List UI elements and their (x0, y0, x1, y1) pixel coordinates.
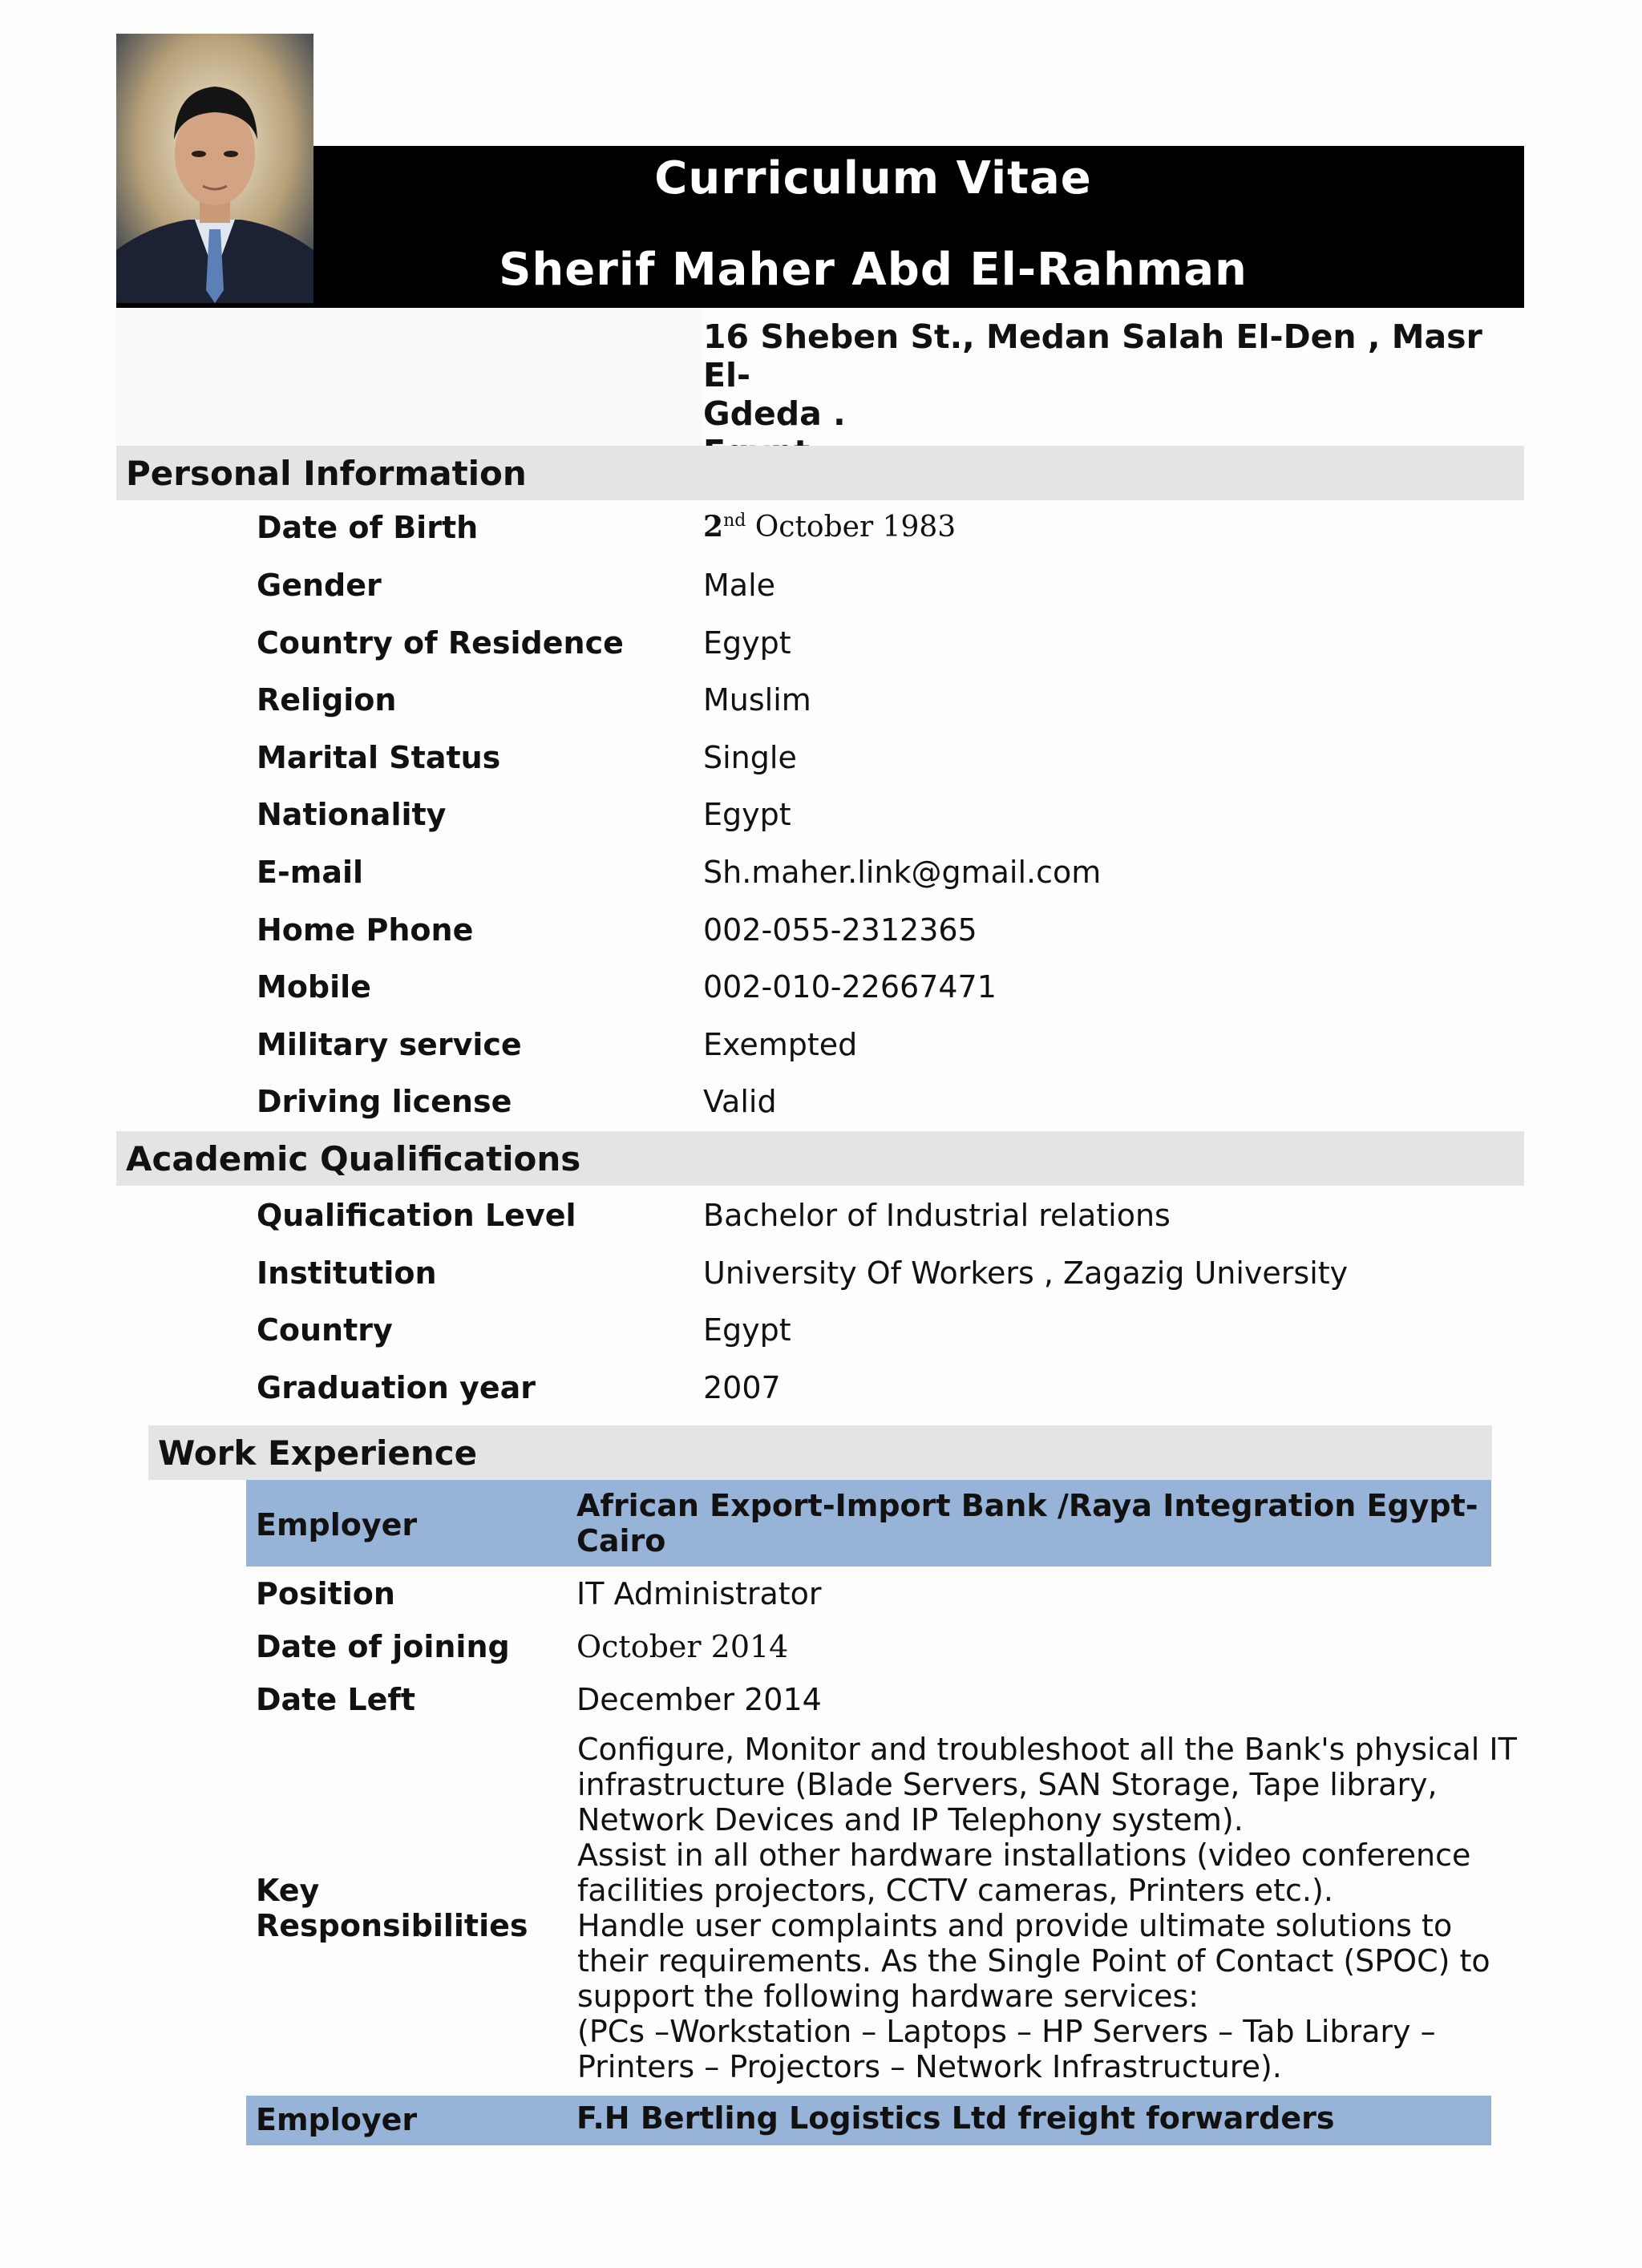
info-row (257, 797, 1507, 845)
row-value: December 2014 (576, 1682, 822, 1717)
row-label: Marital Status (257, 739, 501, 775)
responsibility-line: their requirements. As the Single Point of Contact (SPOC) to (577, 1943, 1490, 1979)
personal-row-dob (257, 510, 1507, 558)
row-value: Egypt (703, 1312, 791, 1348)
row-value: Egypt (703, 625, 791, 661)
row-label: E-mail (257, 855, 364, 890)
info-row (257, 682, 1507, 730)
row-value: Single (703, 739, 797, 775)
info-row (257, 969, 1507, 1017)
profile-photo (116, 34, 313, 303)
row-value: Bachelor of Industrial relations (703, 1198, 1171, 1233)
responsibility-line: Handle user complaints and provide ultimate solutions to (577, 1908, 1453, 1943)
employer-name: F.H Bertling Logistics Ltd freight forwarders (576, 2100, 1335, 2136)
responsibility-line: facilities projectors, CCTV cameras, Printers etc.). (577, 1873, 1333, 1908)
info-row (257, 625, 1507, 673)
employer-name: African Export-Import Bank /Raya Integration Egypt- Cairo (576, 1488, 1478, 1558)
employer-label: Employer (256, 1507, 418, 1542)
employer-row-2 (246, 2096, 1491, 2145)
row-label: Driving license (257, 1084, 512, 1120)
row-label: Date of Birth (257, 510, 479, 545)
section-heading: Academic Qualifications (126, 1139, 581, 1178)
row-value: 002-055-2312365 (703, 912, 977, 948)
row-value: Exempted (703, 1026, 858, 1062)
row-value: IT Administrator (576, 1576, 822, 1611)
info-row (257, 912, 1507, 960)
responsibility-line: Network Devices and IP Telephony system). (577, 1802, 1244, 1837)
row-value: Sh.maher.link@gmail.com (703, 855, 1102, 890)
row-label: Position (256, 1576, 395, 1611)
row-label: Mobile (257, 969, 371, 1005)
section-heading: Work Experience (158, 1433, 478, 1473)
responsibility-line: infrastructure (Blade Servers, SAN Storage, Tape library, (577, 1767, 1438, 1802)
row-label: Gender (257, 568, 382, 603)
row-value: Valid (703, 1084, 777, 1120)
info-row (257, 855, 1507, 903)
row-label: Institution (257, 1255, 437, 1291)
row-label: Key Responsibilities (256, 1873, 528, 1943)
row-label: Country (257, 1312, 393, 1348)
info-row (257, 1370, 1507, 1418)
row-value: University Of Workers , Zagazig University (703, 1255, 1349, 1291)
address-line-2: Gdeda . (703, 394, 846, 433)
candidate-name: Sherif Maher Abd El-Rahman (499, 244, 1248, 296)
row-label: Country of Residence (257, 625, 624, 661)
info-row (257, 740, 1507, 788)
section-academic-qualifications (116, 1131, 1524, 1186)
header-banner (313, 146, 1524, 306)
info-row (257, 1198, 1507, 1246)
row-label: Date of joining (256, 1629, 510, 1664)
section-heading: Personal Information (126, 454, 527, 493)
row-value: October 2014 (576, 1629, 789, 1664)
info-row (257, 1255, 1507, 1304)
row-label: Home Phone (257, 912, 474, 948)
row-label: Military service (257, 1026, 522, 1062)
row-label: Nationality (257, 797, 447, 833)
row-label: Religion (257, 682, 397, 718)
responsibility-line: (PCs –Workstation – Laptops – HP Servers – Tab Library – (577, 2014, 1436, 2049)
row-value: Egypt (703, 797, 791, 833)
responsibility-line: support the following hardware services: (577, 1979, 1199, 2014)
row-value: 2nd October 1983 (703, 510, 956, 544)
responsibility-line: Printers – Projectors – Network Infrastructure). (577, 2049, 1282, 2084)
responsibility-line: Configure, Monitor and troubleshoot all the Bank's physical IT (577, 1732, 1517, 1767)
info-row (257, 1027, 1507, 1075)
document-title: Curriculum Vitae (654, 152, 1092, 204)
section-personal-information (116, 446, 1524, 500)
employer-row-1 (246, 1480, 1491, 1567)
responsibility-line: Assist in all other hardware installations (video conference (577, 1837, 1471, 1873)
address-line-1: 16 Sheben St., Medan Salah El-Den , Masr El- (703, 317, 1482, 394)
row-value: 2007 (703, 1369, 781, 1405)
row-value: Male (703, 568, 776, 603)
info-row (257, 1312, 1507, 1360)
employer-label: Employer (256, 2102, 418, 2137)
info-row (257, 568, 1507, 616)
row-label: Qualification Level (257, 1198, 576, 1233)
responsibilities-text (577, 1732, 1517, 2084)
row-value: Muslim (703, 682, 811, 718)
info-row (257, 1084, 1507, 1132)
row-label: Graduation year (257, 1369, 536, 1405)
address-left-cell (116, 308, 703, 446)
section-work-experience (148, 1425, 1492, 1480)
row-value: 002-010-22667471 (703, 969, 997, 1005)
row-label: Date Left (256, 1682, 416, 1717)
